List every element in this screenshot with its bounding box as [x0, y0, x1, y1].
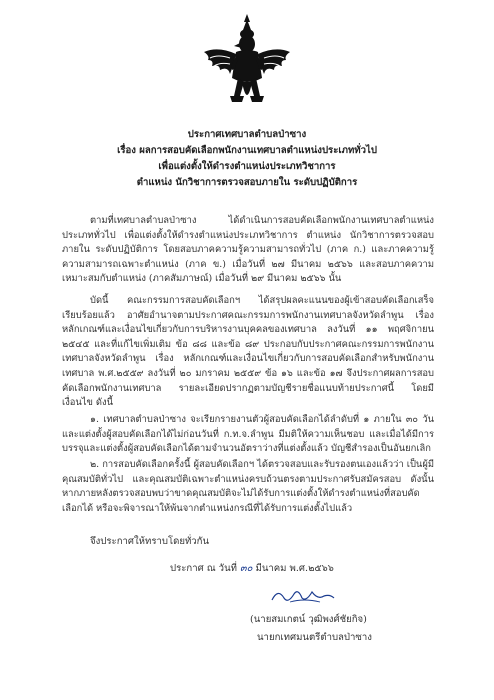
garuda-emblem-icon: [200, 12, 294, 112]
announce-text: จึงประกาศให้ทราบโดยทั่วกัน: [90, 536, 210, 547]
condition-item-1: ๑. เทศบาลตำบลป่าซาง จะเรียกรายงานตัวผู้สอบคัดเลือกได้ลำดับที่ ๑ ภายใน ๓๐ วัน และแต่งตั้งผู้สอบคัดเลือกได้ไม่ก่อนวันที่ ก.ท.จ.ลำพูน มีมติให้ความเห็นชอบ และเมื่อได้มีการบรรจุและแต่งตั้งผู้สอบคัดเลือกได้ตามจำนวนอัตราว่างที่แต่งตั้งแล้ว บัญชีสำรองเป็นอันยกเลิก: [62, 414, 434, 455]
date-day: ๓๐: [240, 563, 253, 574]
announcement-date: [170, 561, 334, 576]
date-prefix: ประกาศ ณ วันที่: [170, 563, 237, 574]
purpose-line: เพื่อแต่งตั้งให้ดำรงตำแหน่งประเภทวิชาการ: [158, 161, 336, 172]
paragraph-announcement: บัดนี้ คณะกรรมการสอบคัดเลือกฯ ได้สรุปผลคะแนนของผู้เข้าสอบคัดเลือกเสร็จเรียบร้อยแล้ว อาศัยอำนาจตามประกาศคณะกรรมการพนักงานเทศบาลจังหวัดลำพูน เรื่อง หลักเกณฑ์และเงื่อนไขเกี่ยวกับการบริหารงานบุคคลของเทศบาล ลงวันที่ ๑๑ พฤศจิกายน ๒๕๔๕ และที่แก้ไขเพิ่มเติม ข้อ ๘๘ และข้อ ๘๙ ประกอบกับประกาศคณะกรรมการพนักงานเทศบาลจังหวัดลำพูน เรื่อง หลักเกณฑ์และเงื่อนไขเกี่ยวกับการสอบคัดเลือกสำหรับพนักงานเทศบาล พ.ศ.๒๕๕๙ ลงวันที่ ๒๐ มกราคม ๒๕๕๙ ข้อ ๑๖ และข้อ ๑๗ จึงประกาศผลการสอบคัดเลือกพนักงานเทศบาล รายละเอียดปรากฏตามบัญชีรายชื่อแนบท้ายประกาศนี้ โดยมีเงื่อนไข ดังนี้: [62, 295, 434, 409]
date-suffix: มีนาคม พ.ศ.๒๕๖๖: [255, 563, 334, 574]
paragraph-intro: ตามที่เทศบาลตำบลป่าซาง ได้ดำเนินการสอบคัดเลือกพนักงานเทศบาลตำแหน่งประเภททั่วไป เพื่อแต่งตั้งให้ดำรงตำแหน่งประเภทวิชาการ ตำแหน่ง นักวิชาการตรวจสอบภายใน ระดับปฏิบัติการ โดยสอบภาคความรู้ความสามารถทั่วไป (ภาค ก.) และภาคความรู้ความสามารถเฉพาะตำแหน่ง (ภาค ข.) เมื่อวันที่ ๒๗ มีนาคม ๒๕๖๖ และสอบภาคความเหมาะสมกับตำแหน่ง (ภาคสัมภาษณ์) เมื่อวันที่ ๒๙ มีนาคม ๒๕๖๖ นั้น: [62, 215, 434, 285]
signature-icon: [268, 586, 338, 606]
signer-title: นายกเทศมนตรีตำบลป่าซาง: [257, 632, 372, 643]
position-line: ตำแหน่ง นักวิชาการตรวจสอบภายใน ระดับปฏิบัติการ: [136, 177, 358, 188]
condition-item-2: ๒. การสอบคัดเลือกครั้งนี้ ผู้สอบคัดเลือกฯ ได้ตรวจสอบและรับรองตนเองแล้วว่า เป็นผู้มีคุณสมบัติทั่วไป และคุณสมบัติเฉพาะตำแหน่งครบถ้วนตรงตามประกาศรับสมัครสอบ ดังนั้นหากภายหลังตรวจสอบพบว่าขาดคุณสมบัติจะไม่ได้รับการแต่งตั้งให้ดำรงตำแหน่งที่สอบคัดเลือกได้ หรือจะพิจารณาให้พ้นจากตำแหน่งกรณีที่ได้รับการแต่งตั้งไปแล้ว: [62, 459, 434, 514]
signer-name: (นายสมเกตน์ วุฒิพงศ์ชัยกิจ): [250, 614, 367, 625]
subject-line: เรื่อง ผลการสอบคัดเลือกพนักงานเทศบาลตำแหน่งประเภททั่วไป: [117, 145, 377, 156]
announcement-title: ประกาศเทศบาลตำบลป่าซาง: [187, 129, 307, 140]
